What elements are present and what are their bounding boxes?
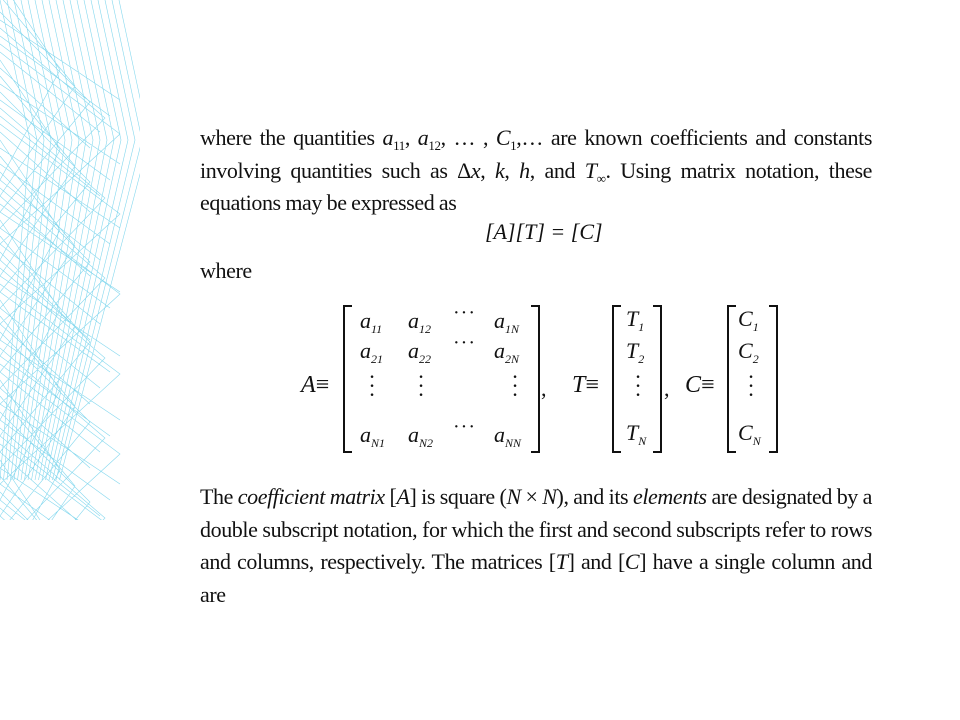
text-run: are designated by a double subscript notation, for which the first and second subscripts refer to rows and columns, respectively. The matrices [: [200, 484, 873, 574]
math-var: N: [506, 484, 521, 509]
text-run: , and: [529, 157, 585, 183]
paragraph-intro: [200, 122, 872, 220]
matrix-equation: [A][T] = [C]: [485, 219, 603, 244]
math-var: C: [495, 125, 511, 150]
text-run: ,: [504, 157, 510, 183]
text-run: ] is square (: [409, 484, 507, 509]
matrix-C-label: [685, 372, 715, 399]
text-run: involving quantities such as: [200, 157, 458, 183]
math-symbol: ×: [520, 484, 543, 509]
matrix-A-vdots: · · ·: [368, 364, 376, 407]
paragraph-explanation: [200, 481, 872, 611]
matrix-C-cell: $C_1$: [738, 306, 759, 334]
matrix-A-cell: $a_{1N}$: [494, 308, 520, 336]
matrix-A-hdots: ···: [453, 332, 476, 354]
text-run: The: [200, 484, 238, 509]
matrix-A-label: [301, 372, 329, 399]
text-run: where the quantities: [200, 125, 383, 150]
matrix-A-cell: $a_{11}$: [360, 308, 383, 336]
matrix-A-cell: $a_{22}$: [408, 338, 431, 366]
math-var: N: [542, 484, 557, 509]
text-run: . Using matrix notation, these equations may be expressed as: [200, 157, 872, 215]
matrix-A-cell: $a_{N1}$: [360, 422, 386, 450]
matrix-A-cell: $a_{2N}$: [494, 338, 520, 366]
matrix-A-hdots: ···: [453, 416, 476, 438]
math-var: C: [624, 549, 640, 574]
math-var: h: [519, 157, 530, 183]
emphasis: elements: [632, 484, 707, 509]
matrix-T-cell: $T_2$: [626, 338, 645, 366]
math-sub: 12: [428, 138, 441, 153]
where-label: where: [200, 258, 252, 283]
matrix-A-vdots: · · ·: [511, 364, 519, 407]
matrix-T-cell: $T_N$: [626, 420, 647, 448]
text-run: , … ,: [440, 125, 496, 150]
matrix-A-cell: $a_{N2}$: [408, 422, 434, 450]
math-var: T: [555, 549, 568, 574]
matrix-comma: ,: [541, 376, 547, 401]
matrix-C-vdots: · · ·: [747, 364, 755, 407]
text-run: …: [521, 125, 543, 150]
matrix-A-cell: $a_{12}$: [408, 308, 431, 336]
matrix-T-vdots: · · ·: [634, 364, 642, 407]
text-run: [: [384, 484, 397, 509]
text-run: ,: [404, 125, 410, 150]
matrix-T-cell: $T_1$: [626, 306, 645, 334]
equiv-symbol: ≡: [701, 372, 715, 398]
matrix-T-label: [572, 372, 599, 399]
matrix-C-right-bracket: [765, 304, 781, 454]
math-var: x: [470, 157, 481, 183]
equiv-symbol: ≡: [585, 372, 599, 398]
matrix-T-left-bracket: [609, 304, 625, 454]
math-var: A: [396, 484, 410, 509]
math-var: A: [301, 372, 316, 398]
math-var: T: [584, 157, 597, 183]
text-run: ] and [: [567, 549, 625, 574]
math-var: k: [495, 157, 505, 183]
text-run: are known coefficients and constants: [543, 125, 872, 150]
math-var: C: [685, 372, 702, 398]
emphasis: coefficient matrix: [237, 484, 385, 509]
math-sub: 11: [393, 138, 405, 153]
matrix-A-cell: $a_{21}$: [360, 338, 383, 366]
math-symbol: Δ: [457, 157, 471, 183]
matrix-A-vdots: · · ·: [417, 364, 425, 407]
math-sub: 1: [510, 138, 517, 153]
matrix-comma: ,: [664, 376, 670, 401]
text-run: ] have a single column and are: [200, 549, 873, 607]
matrix-A-hdots: ···: [453, 302, 476, 324]
text-run: ,: [480, 157, 486, 183]
text-run: ,: [516, 125, 522, 150]
decorative-wireframe: [0, 0, 140, 520]
matrix-C-cell: $C_2$: [738, 338, 759, 366]
math-var: a: [382, 125, 394, 150]
matrix-C-cell: $C_N$: [738, 420, 761, 448]
math-var: a: [417, 125, 429, 150]
math-var: T: [572, 372, 586, 398]
matrix-A-left-bracket: [340, 304, 356, 454]
matrix-T-right-bracket: [649, 304, 665, 454]
text-run: ), and its: [556, 484, 633, 509]
matrix-A-cell: $a_{NN}$: [494, 422, 522, 450]
equiv-symbol: ≡: [315, 372, 330, 398]
math-sub: ∞: [596, 170, 606, 186]
